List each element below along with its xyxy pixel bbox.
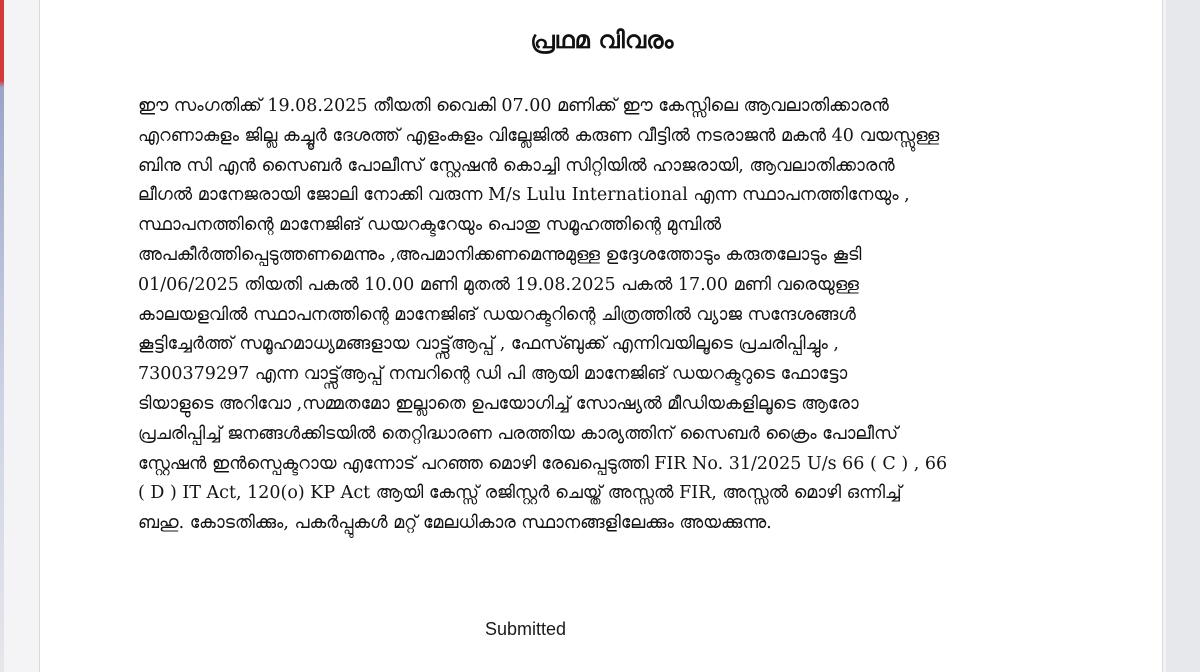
body-line: കാലയളവിൽ സ്ഥാപനത്തിന്റെ മാനേജിങ് ഡയറക്ടറിന്റെ ചിത്രത്തിൽ വ്യാജ സന്ദേശങ്ങൾ <box>138 304 856 325</box>
body-line: ( D ) IT Act, 120(o) KP Act ആയി കേസ്സ് രജിസ്റ്റർ ചെയ്ത് അസ്സൽ FIR, അസ്സൽ മൊഴി ഒന്നിച്ച് <box>138 483 902 504</box>
body-line: സ്ഥാപനത്തിന്റെ മാനേജിങ് ഡയറക്ടറേയും പൊതു സമൂഹത്തിന്റെ മുമ്പിൽ <box>138 215 722 236</box>
body-line: ബിനു സി എൻ സൈബർ പോലീസ് സ്റ്റേഷൻ കൊച്ചി സിറ്റിയിൽ ഹാജരായി, ആവലാതിക്കാരൻ <box>138 155 895 176</box>
body-line: പ്രചരിപ്പിച്ച് ജനങ്ങൾക്കിടയിൽ തെറ്റിദ്ധാരണ പരത്തിയ കാര്യത്തിന് സൈബർ ക്രൈം പോലീസ് <box>138 423 899 444</box>
body-line: ടിയാളുടെ അറിവോ ,സമ്മതമോ ഇല്ലാതെ ഉപയോഗിച്ച് സോഷ്യൽ മീഡിയകളിലൂടെ ആരോ <box>138 393 859 414</box>
document-body <box>138 92 1078 539</box>
body-line: ഈ സംഗതിക്ക് 19.08.2025 തീയതി വൈകി 07.00 മണിക്ക് ഈ കേസ്സിലെ ആവലാതിക്കാരൻ <box>138 96 889 116</box>
background-window-edge-left <box>0 0 4 672</box>
body-line: 7300379297 എന്ന വാട്ട്സ്ആപ്പ് നമ്പറിന്റെ ഡി പി ആയി മാനേജിങ് ഡയറക്ടറുടെ ഫോട്ടോ <box>138 364 848 385</box>
body-line: ലീഗൽ മാനേജരായി ജോലി നോക്കി വരുന്ന M/s Lulu International എന്ന സ്ഥാപനത്തിനേയും , <box>138 185 910 206</box>
body-line: 01/06/2025 തിയതി പകൽ 10.00 മണി മുതൽ 19.08.2025 പകൽ 17.00 മണി വരെയുള്ള <box>138 274 859 295</box>
body-line: അപകീർത്തിപ്പെടുത്തണമെന്നും ,അപമാനിക്കണമെന്നുമുള്ള ഉദ്ദേശത്തോടും കരുതലോടും കൂടി <box>138 244 862 265</box>
background-window-edge-right <box>1166 0 1200 672</box>
submitted-label: Submitted <box>485 619 567 639</box>
body-line: കൂട്ടിച്ചേർത്ത് സമൂഹമാധ്യമങ്ങളായ വാട്ട്സ്ആപ്പ് , ഫേസ്ബുക്ക് എന്നിവയിലൂടെ പ്രചരിപ്പിച്ചും , <box>138 334 839 355</box>
document-title: പ്രഥമ വിവരം <box>530 26 674 54</box>
body-line: ബഹു. കോടതിക്കും, പകർപ്പുകൾ മറ്റ് മേലധികാര സ്ഥാനങ്ങളിലേക്കും അയക്കുന്നു. <box>138 513 772 534</box>
body-line: സ്റ്റേഷൻ ഇൻസ്പെക്ടറായ എന്നോട് പറഞ്ഞ മൊഴി രേഖപ്പെടുത്തി FIR No. 31/2025 U/s 66 ( C ) , 66 <box>138 453 948 474</box>
document-page <box>39 0 1163 672</box>
body-line: എറണാകുളം ജില്ല കച്ചൂർ ദേശത്ത് എളംകുളം വില്ലേജിൽ കരുണ വീട്ടിൽ നടരാജൻ മകൻ 40 വയസ്സുള്ള <box>138 125 940 146</box>
